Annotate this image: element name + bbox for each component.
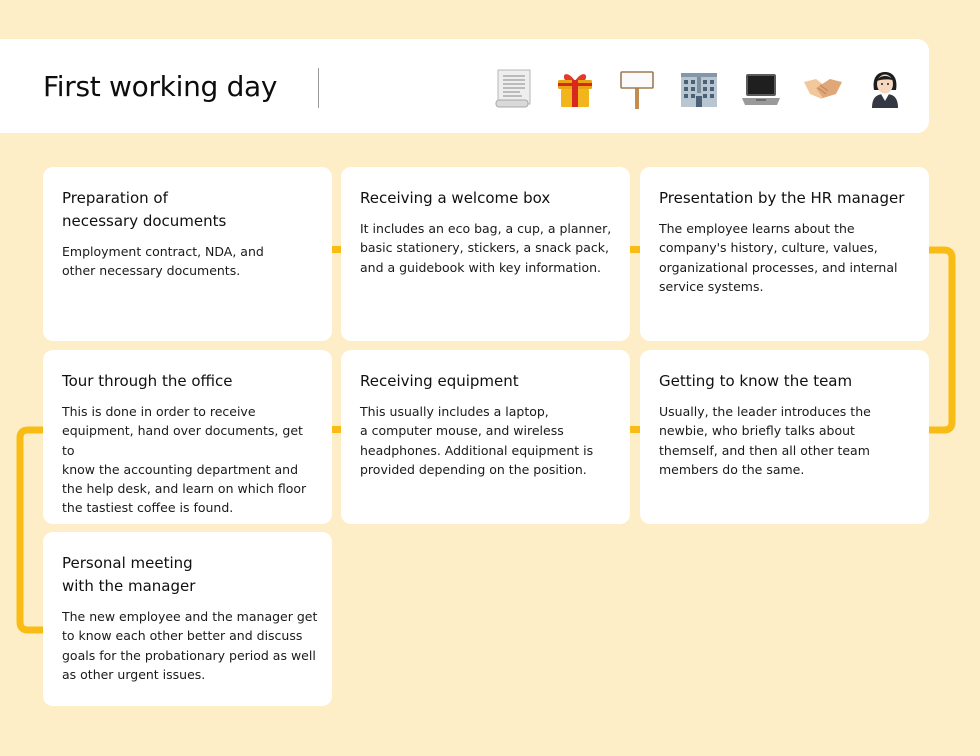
connector-4-7 bbox=[20, 430, 43, 630]
step-description: This usually includes a laptop, a computer mouse, and wireless headphones. Additional equipment is provided depending on the position. bbox=[360, 404, 594, 477]
step-title: Tour through the office bbox=[62, 372, 233, 390]
step-card-preparation-of-documents bbox=[43, 167, 332, 341]
step-description: This is done in order to receive equipment, hand over documents, get to know the accounting department and the help desk, and learn on which floor the tastiest coffee is found. bbox=[62, 404, 307, 516]
step-title: Getting to know the team bbox=[659, 372, 853, 390]
step-title: Receiving a welcome box bbox=[360, 189, 551, 207]
connector-5-6 bbox=[629, 426, 640, 433]
step-title: Preparation of necessary documents bbox=[62, 189, 227, 230]
emoji-row bbox=[492, 68, 904, 110]
scroll-icon bbox=[492, 68, 534, 110]
placard-icon bbox=[616, 68, 658, 110]
step-description: It includes an eco bag, a cup, a planner, basic stationery, stickers, a snack pack, and a guidebook with key information. bbox=[360, 221, 612, 275]
step-card-know-the-team bbox=[640, 350, 929, 524]
step-title: Personal meeting with the manager bbox=[62, 554, 196, 595]
step-description: Usually, the leader introduces the newbie, who briefly talks about themself, and then all other team members do the same. bbox=[659, 404, 871, 477]
step-card-hr-presentation bbox=[640, 167, 929, 341]
step-card-receiving-equipment bbox=[341, 350, 630, 524]
step-card-welcome-box bbox=[341, 167, 630, 341]
step-description: The new employee and the manager get to know each other better and discuss goals for the probationary period as well as other urgent issues. bbox=[62, 609, 318, 682]
page-title: First working day bbox=[43, 70, 278, 103]
step-card-manager-meeting bbox=[43, 532, 332, 706]
office-building-icon bbox=[678, 68, 720, 110]
step-description: Employment contract, NDA, and other necessary documents. bbox=[62, 244, 264, 279]
laptop-icon bbox=[740, 68, 782, 110]
gift-icon bbox=[554, 68, 596, 110]
step-card-office-tour bbox=[43, 350, 332, 524]
connector-3-6 bbox=[929, 250, 952, 430]
step-description: The employee learns about the company's history, culture, values, organizational processes, and internal service systems. bbox=[659, 221, 898, 294]
handshake-icon bbox=[802, 68, 844, 110]
header-divider bbox=[318, 68, 319, 108]
office-worker-icon bbox=[864, 68, 906, 110]
connector-2-3 bbox=[629, 246, 640, 253]
step-title: Presentation by the HR manager bbox=[659, 189, 905, 207]
step-title: Receiving equipment bbox=[360, 372, 519, 390]
